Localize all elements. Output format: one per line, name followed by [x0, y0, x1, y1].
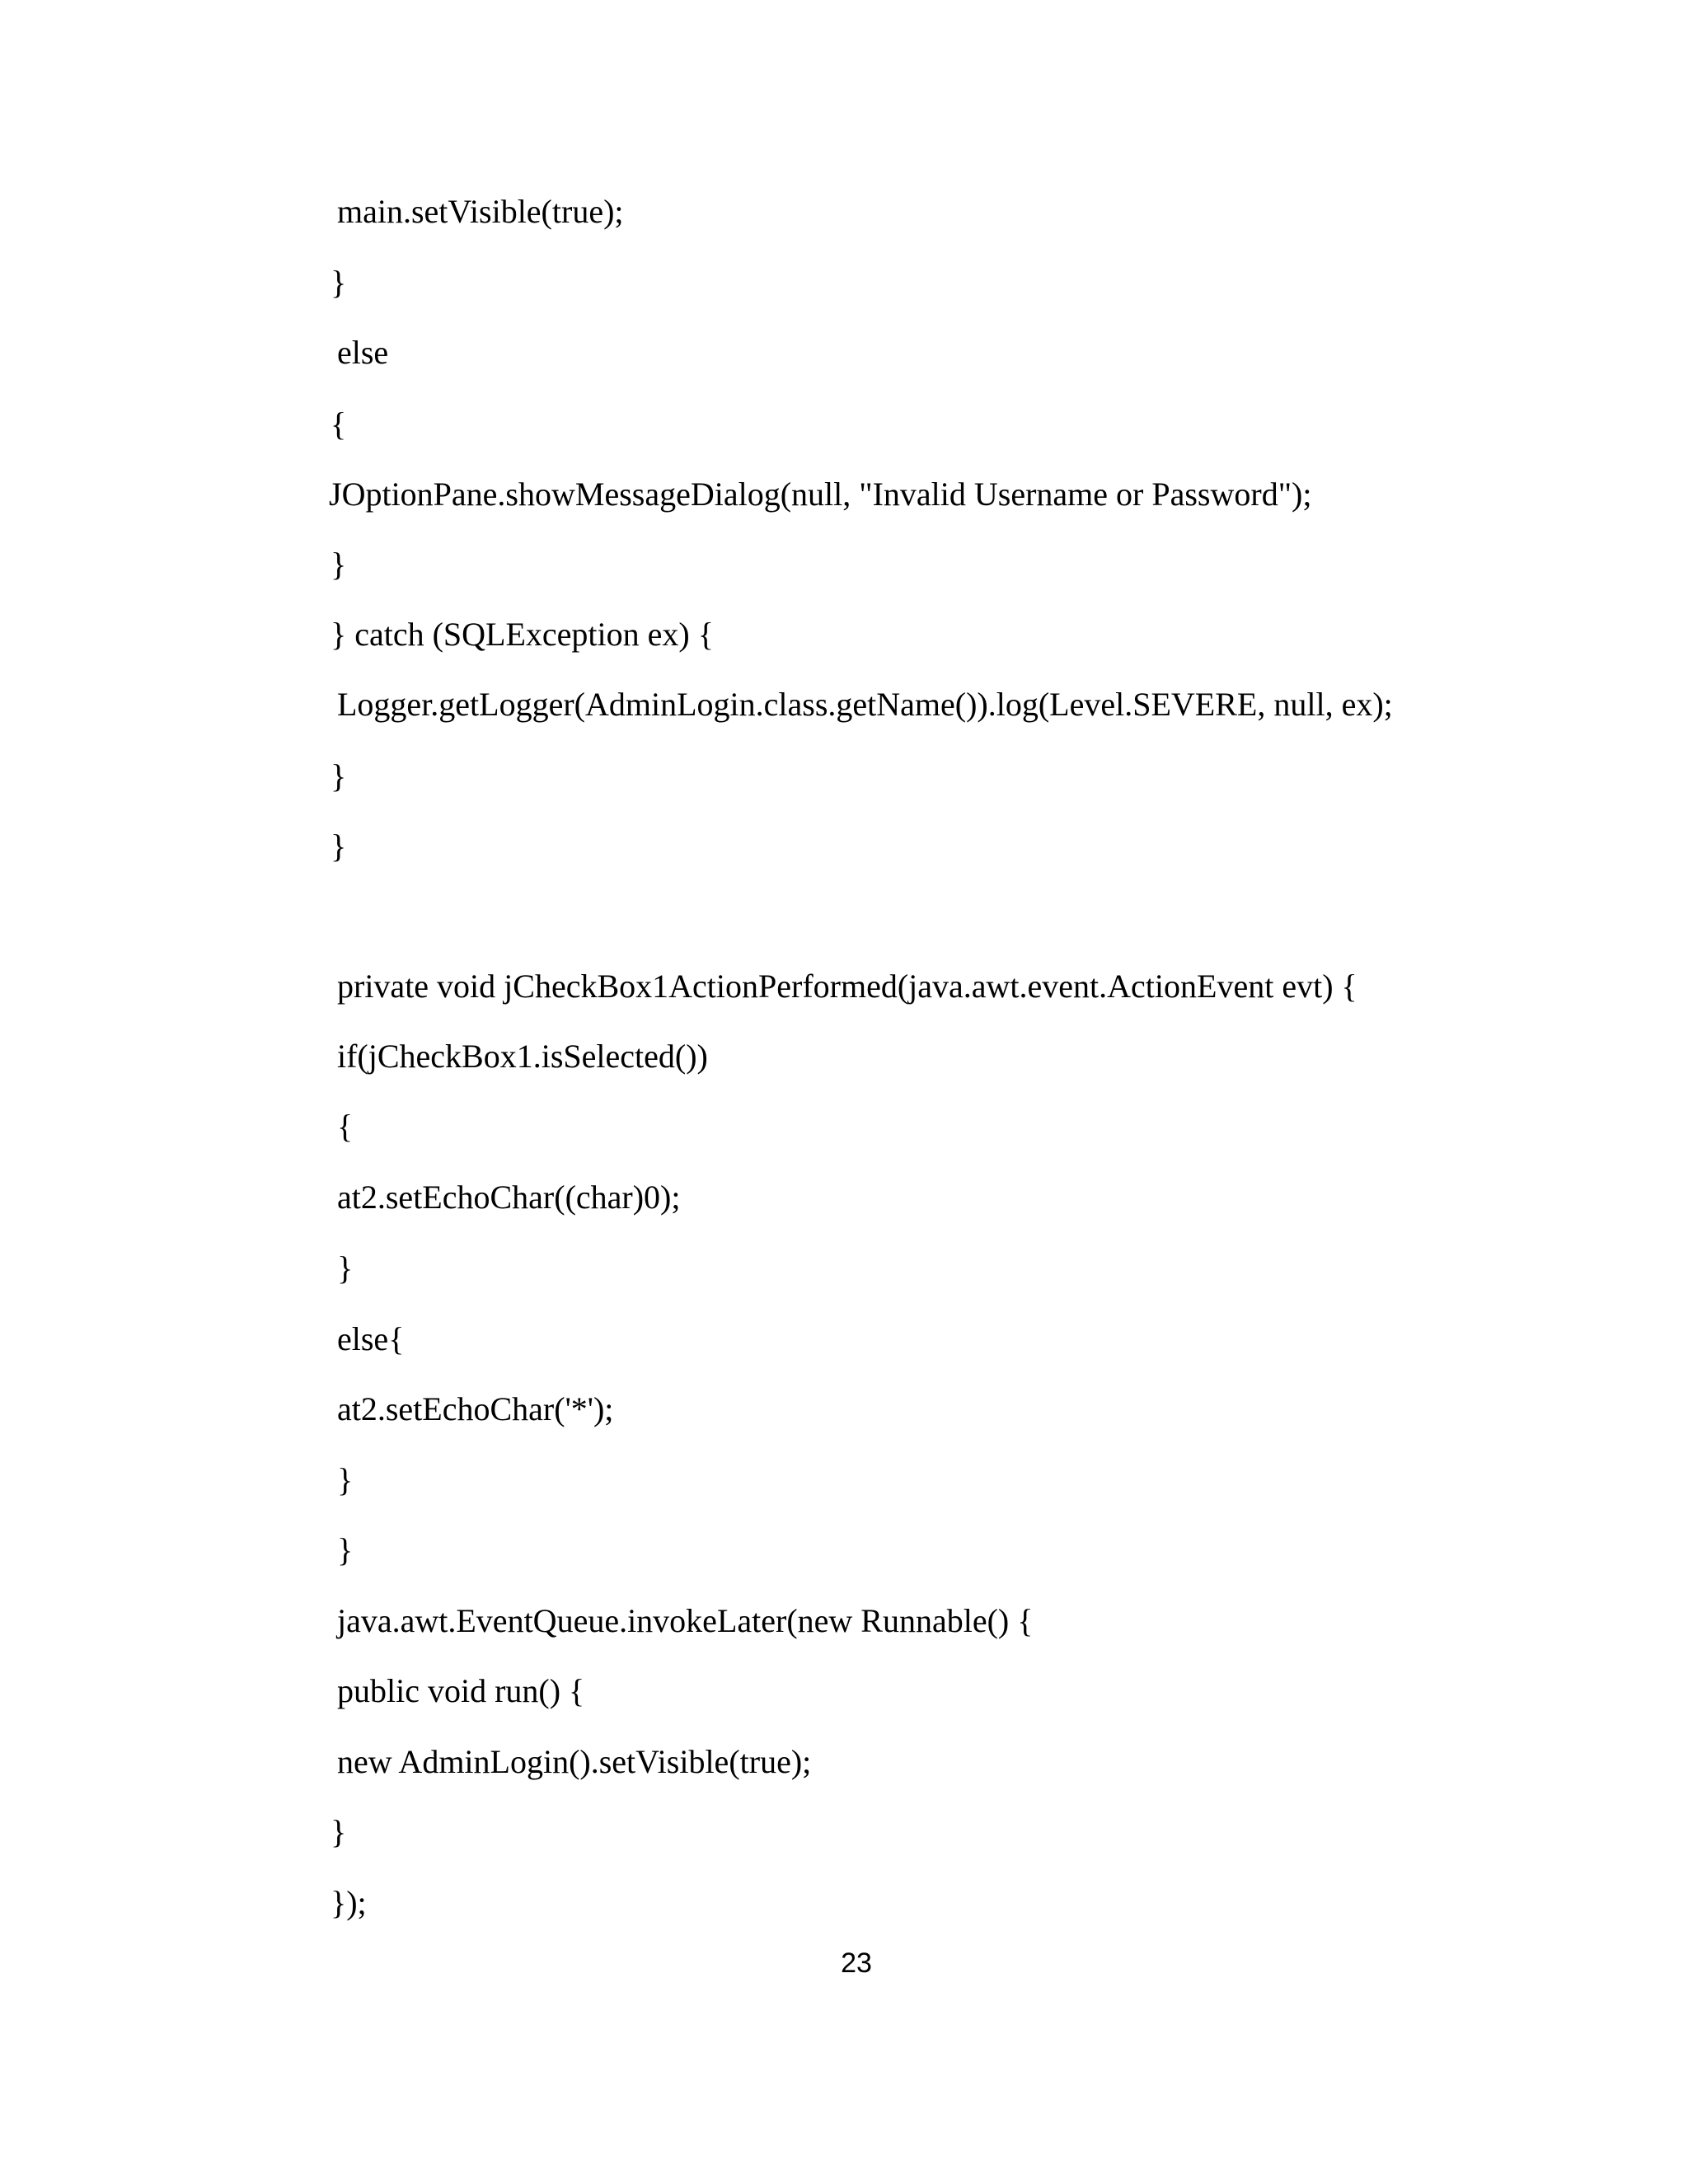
code-line: main.setVisible(true);	[337, 193, 624, 230]
code-line: at2.setEchoChar('*');	[337, 1390, 614, 1427]
code-line: } catch (SQLException ex) {	[331, 616, 714, 653]
code-line: }	[331, 757, 347, 794]
code-line: at2.setEchoChar((char)0);	[337, 1179, 681, 1216]
code-line: {	[337, 1108, 354, 1145]
code-line: private void jCheckBox1ActionPerformed(java.awt.event.ActionEvent evt) {	[337, 968, 1357, 1005]
code-line: java.awt.EventQueue.invokeLater(new Runnable() {	[337, 1602, 1034, 1639]
code-line: }	[331, 1813, 347, 1850]
page-number: 23	[841, 1947, 872, 1979]
code-line: }	[331, 827, 347, 865]
code-line: }	[337, 1249, 354, 1286]
code-line: else	[337, 334, 389, 371]
code-line: {	[331, 405, 347, 443]
code-line: }	[337, 1531, 354, 1568]
code-line: public void run() {	[337, 1672, 585, 1709]
code-line: new AdminLogin().setVisible(true);	[337, 1743, 812, 1780]
code-line: Logger.getLogger(AdminLogin.class.getName()).log(Level.SEVERE, null, ex);	[337, 686, 1393, 723]
code-line: }	[331, 546, 347, 583]
code-line: JOptionPane.showMessageDialog(null, "Invalid Username or Password");	[329, 476, 1312, 513]
code-line: }	[331, 264, 347, 301]
code-line: });	[331, 1884, 367, 1921]
code-line: if(jCheckBox1.isSelected())	[337, 1038, 708, 1075]
code-line: }	[337, 1461, 354, 1498]
code-line: else{	[337, 1320, 405, 1357]
